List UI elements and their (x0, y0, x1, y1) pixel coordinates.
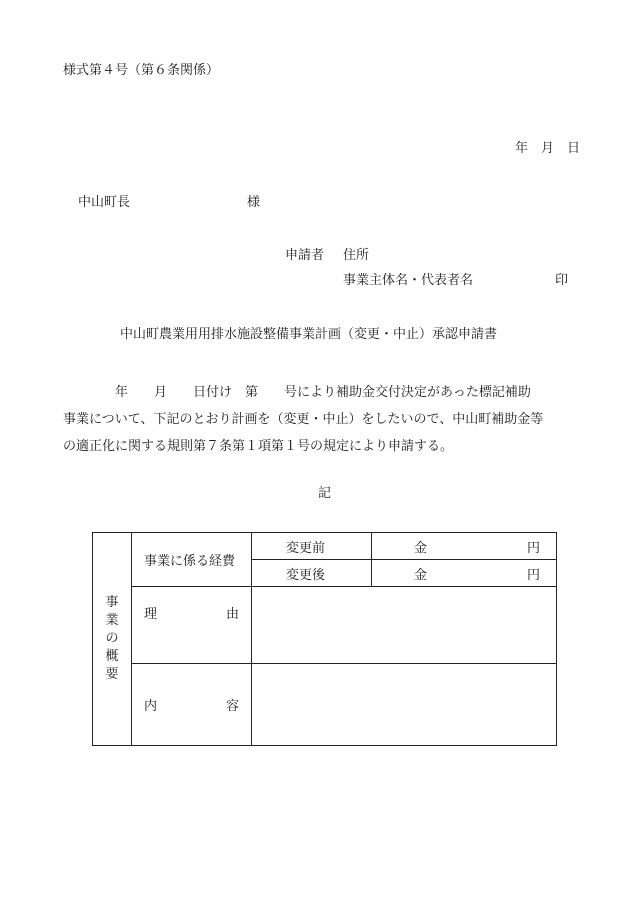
content-label: 内 容 (132, 664, 252, 746)
seal-mark: 印 (555, 273, 569, 288)
applicant-label: 申請者 (285, 248, 325, 263)
before-amount-cell[interactable] (372, 533, 557, 560)
ki-heading: 記 (318, 486, 332, 501)
currency-unit: 円 (527, 567, 541, 583)
document-title: 中山町農業用用排水施設整備事業計画（変更・中止）承認申請書 (120, 327, 498, 342)
currency-unit: 円 (527, 540, 541, 556)
section-label-cell: 事 業 の 概 要 (93, 533, 132, 746)
reason-input-cell[interactable] (252, 587, 557, 664)
body-line: 事業について、下記のとおり計画を（変更・中止）をしたいので、中山町補助金等 (63, 412, 544, 427)
body-line: 年 月 日付け 第 号により補助金交付決定があった標記補助 (63, 385, 531, 400)
after-label: 変更後 (252, 560, 372, 587)
body-line: の適正化に関する規則第７条第１項第１号の規定により申請する。 (63, 439, 454, 454)
after-amount-cell[interactable] (372, 560, 557, 587)
date-line: 年 月 日 (515, 141, 581, 156)
content-input-cell[interactable] (252, 664, 557, 746)
currency-prefix: 金 (414, 540, 428, 556)
project-summary-table (92, 532, 557, 746)
currency-prefix: 金 (414, 567, 428, 583)
body-paragraph (63, 379, 593, 460)
addressee-name: 中山町長 (78, 195, 131, 210)
addressee-honorific: 様 (247, 195, 261, 210)
expense-label: 事業に係る経費 (132, 533, 252, 587)
form-number: 様式第４号（第６条関係） (63, 63, 220, 78)
applicant-address-label: 住所 (343, 248, 370, 263)
reason-label: 理 由 (132, 587, 252, 664)
before-label: 変更前 (252, 533, 372, 560)
applicant-name-label: 事業主体名・代表者名 (343, 273, 474, 288)
